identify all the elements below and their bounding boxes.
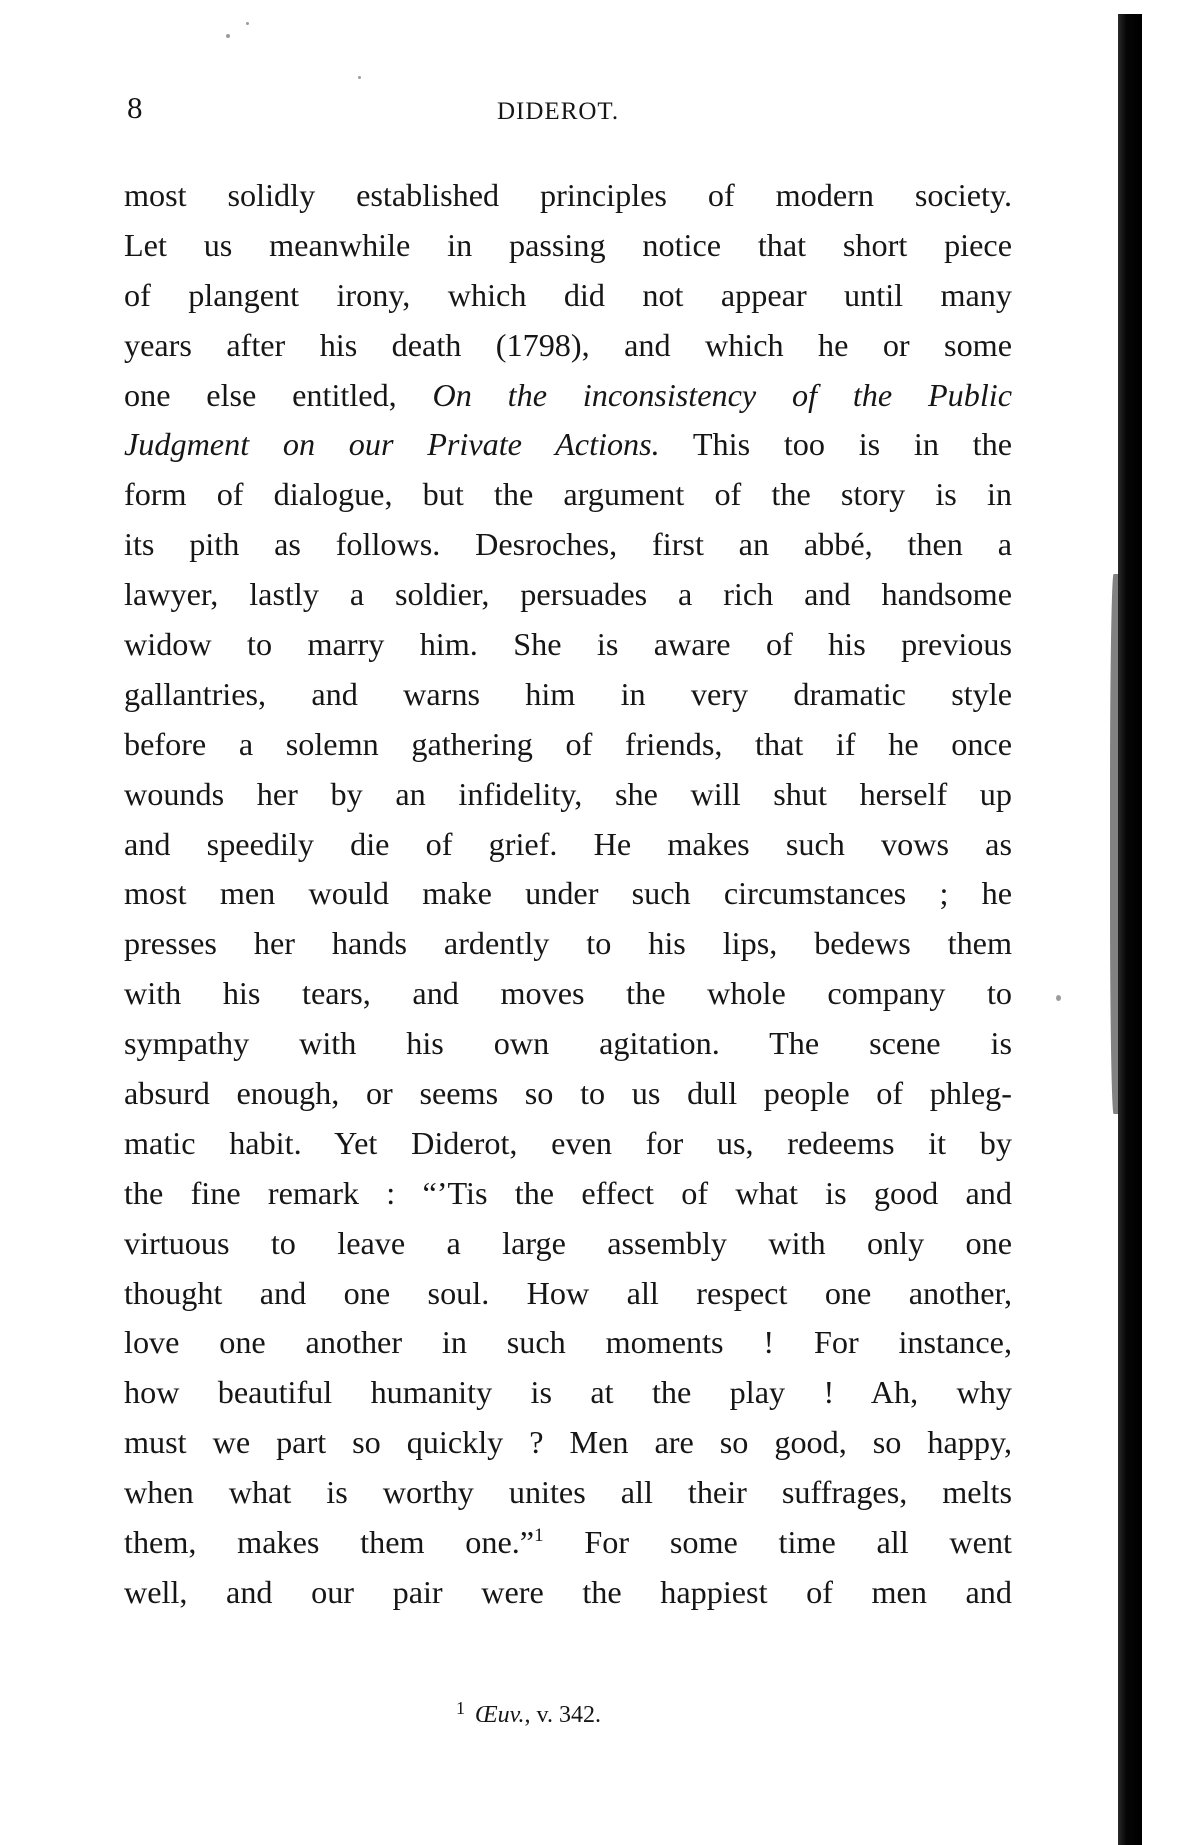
footnote-number: 1 <box>456 1698 465 1718</box>
line-text: lawyer, lastly a soldier, persuades a rich and handsome <box>124 576 1012 613</box>
text-line <box>124 1518 1012 1568</box>
line-text: when what is worthy unites all their suffrages, melts <box>124 1474 1012 1511</box>
text-line <box>124 420 1012 470</box>
footnote-source: Œuv. <box>475 1702 525 1728</box>
text-line <box>124 670 1012 720</box>
line-text: how beautiful humanity is at the play ! Ah, why <box>124 1374 1012 1411</box>
line-text: gallantries, and warns him in very dramatic style <box>124 675 1012 712</box>
text-line <box>124 969 1012 1019</box>
text-line <box>124 171 1012 221</box>
binding-edge <box>1118 14 1142 1845</box>
text-line <box>124 1468 1012 1518</box>
line-text: its pith as follows. Desroches, first an abbé, then a <box>124 526 1012 563</box>
paper-speck <box>226 34 230 38</box>
line-text: well, and our pair were the happiest of men and <box>124 1573 1012 1610</box>
line-text: Let us meanwhile in passing notice that short piece <box>124 226 1012 263</box>
text-line <box>124 371 1012 421</box>
line-text: form of dialogue, but the argument of the story is in <box>124 476 1012 513</box>
text-line <box>124 1019 1012 1069</box>
body-text <box>124 171 1012 1618</box>
text-line <box>124 1069 1012 1119</box>
line-text: the fine remark : “’Tis the effect of what is good and <box>124 1174 1012 1211</box>
line-text: widow to marry him. She is aware of his previous <box>124 626 1012 663</box>
line-text: and speedily die of grief. He makes such vows as <box>124 825 1012 862</box>
paper-speck <box>1056 995 1061 1001</box>
line-text: sympathy with his own agitation. The scene is <box>124 1025 1012 1062</box>
line-text: one else entitled, <box>124 376 433 413</box>
text-line <box>124 570 1012 620</box>
line-text: love one another in such moments ! For instance, <box>124 1324 1012 1361</box>
text-line <box>124 620 1012 670</box>
text-line <box>124 221 1012 271</box>
line-text: This too is in the <box>659 426 1012 463</box>
line-text: must we part so quickly ? Men are so good, so happy, <box>124 1424 1012 1461</box>
running-head <box>125 88 1025 128</box>
text-line <box>124 1318 1012 1368</box>
footnote <box>456 1698 601 1732</box>
line-text: matic habit. Yet Diderot, even for us, redeems it by <box>124 1124 1012 1161</box>
text-line <box>124 720 1012 770</box>
footnote-reference: , v. 342. <box>524 1702 601 1728</box>
line-text: absurd enough, or seems so to us dull people of phleg- <box>124 1075 1012 1112</box>
text-line <box>124 1418 1012 1468</box>
text-line <box>124 321 1012 371</box>
line-text: years after his death (1798), and which he or some <box>124 326 1012 363</box>
text-line <box>124 869 1012 919</box>
text-line <box>124 470 1012 520</box>
line-text: For some time all went <box>543 1524 1012 1561</box>
line-text: before a solemn gathering of friends, that if he once <box>124 725 1012 762</box>
line-text: of plangent irony, which did not appear until many <box>124 276 1012 313</box>
text-line <box>124 271 1012 321</box>
text-line <box>124 1169 1012 1219</box>
page-number: 8 <box>127 90 143 125</box>
paper-speck <box>358 76 361 79</box>
line-text: wounds her by an infidelity, she will shut herself up <box>124 775 1012 812</box>
line-text: with his tears, and moves the whole company to <box>124 975 1012 1012</box>
text-line <box>124 1119 1012 1169</box>
text-line <box>124 1219 1012 1269</box>
text-line <box>124 1568 1012 1618</box>
line-text: most men would make under such circumstances ; he <box>124 875 1012 912</box>
footnote-marker: 1 <box>534 1525 544 1547</box>
text-line <box>124 1269 1012 1319</box>
line-text: them, makes them one.” <box>124 1524 535 1561</box>
text-line <box>124 770 1012 820</box>
line-text: virtuous to leave a large assembly with only one <box>124 1224 1012 1261</box>
text-line <box>124 820 1012 870</box>
text-line <box>124 520 1012 570</box>
line-text: most solidly established principles of modern society. <box>124 177 1012 213</box>
running-title: DIDEROT. <box>497 98 620 125</box>
text-line <box>124 1368 1012 1418</box>
text-line <box>124 919 1012 969</box>
italic-title: Judgment on our Private Actions. <box>124 426 660 463</box>
line-text: thought and one soul. How all respect one another, <box>124 1274 1012 1311</box>
paper-speck <box>246 22 249 25</box>
line-text: presses her hands ardently to his lips, bedews them <box>124 925 1012 962</box>
italic-title: On the inconsistency of the Public <box>432 376 1012 413</box>
